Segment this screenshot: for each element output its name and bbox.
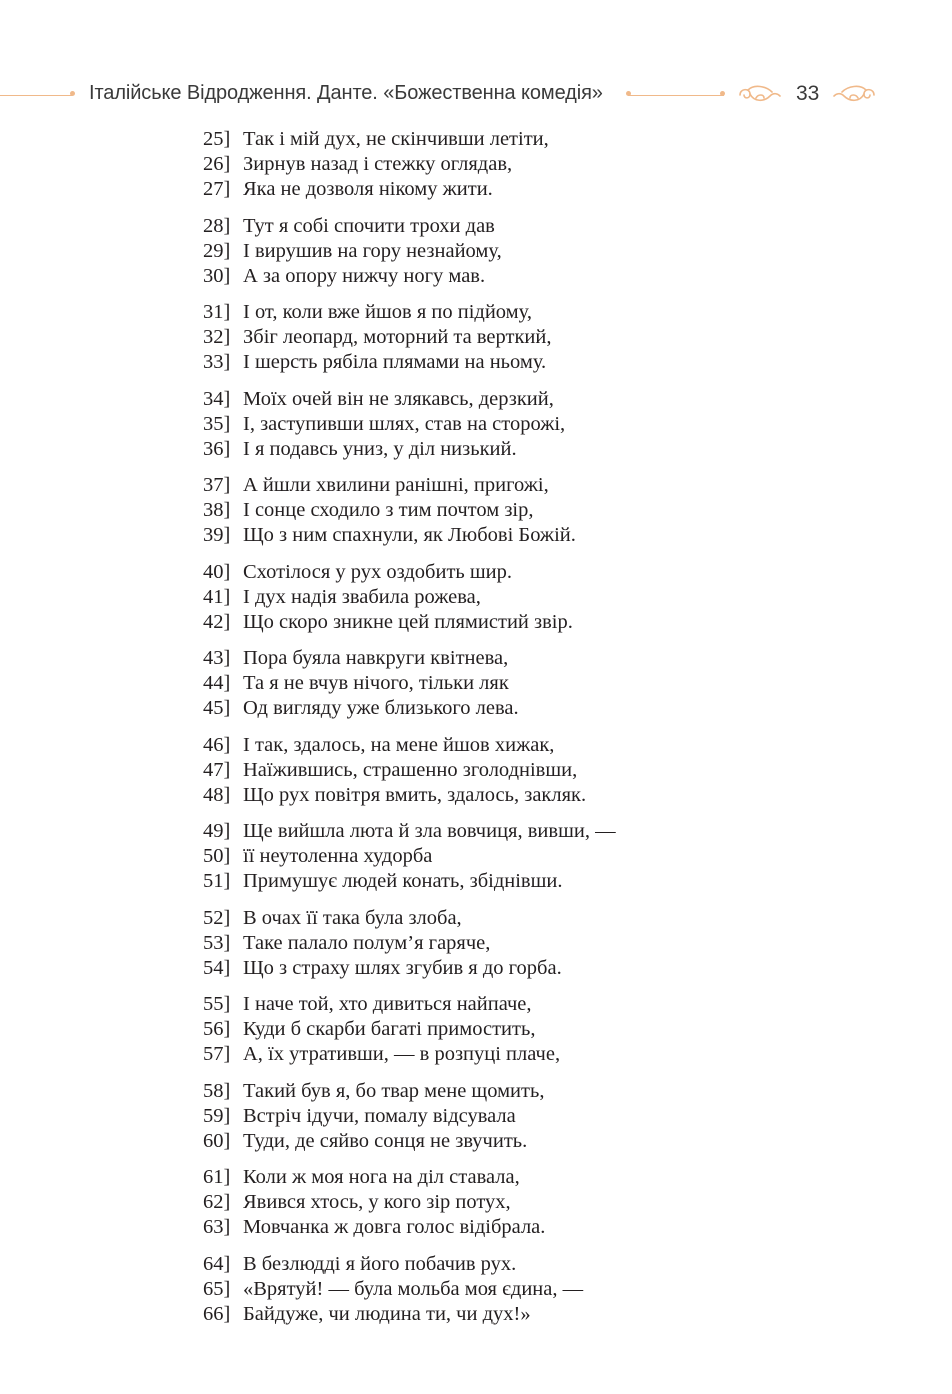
line-text: Що з ним спахнули, як Любові Божій. <box>243 524 576 546</box>
line-number: 58] <box>203 1079 231 1102</box>
line-text: І от, коли вже йшов я по підйому, <box>243 301 532 323</box>
line-number: 36] <box>203 437 231 460</box>
line-text: В безлюдді я його побачив рух. <box>243 1252 517 1275</box>
line-number: 46] <box>203 733 231 756</box>
stanza <box>203 473 803 548</box>
line-text: І сонце сходило з тим почтом зір, <box>243 499 534 521</box>
line-text: Коли ж моя нога на діл ставала, <box>243 1166 520 1188</box>
line-number: 56] <box>203 1018 231 1040</box>
stanza <box>203 906 803 981</box>
line-number: 39] <box>203 524 231 546</box>
verse-line <box>203 844 803 869</box>
line-number: 25] <box>203 128 231 150</box>
line-text: Моїх очей він не злякавсь, дерзкий, <box>243 387 554 410</box>
line-text: А йшли хвилини ранішні, пригожі, <box>243 474 549 496</box>
line-number: 47] <box>203 758 231 781</box>
line-text: І так, здалось, на мене йшов хижак, <box>243 733 555 756</box>
line-text: її неутоленна худорба <box>243 845 433 867</box>
line-text: Туди, де сяйво сонця не звучить. <box>243 1129 528 1152</box>
line-text: Яка не дозволя нікому жити. <box>243 178 493 200</box>
verse-line <box>203 239 803 264</box>
verse-line <box>203 412 803 437</box>
line-text: Тут я собі спочити трохи дав <box>243 214 495 237</box>
verse-line <box>203 585 803 610</box>
line-number: 49] <box>203 820 231 842</box>
line-text: Що скоро зникне цей плямистий звір. <box>243 610 573 633</box>
line-text: Од вигляду уже близького лева. <box>243 697 519 719</box>
line-number: 60] <box>203 1129 231 1152</box>
line-number: 41] <box>203 585 231 608</box>
verse-line <box>203 1079 803 1104</box>
verse-line <box>203 325 803 350</box>
line-text: І, заступивши шлях, став на сторожі, <box>243 412 566 435</box>
line-text: «Врятуй! — була мольба моя єдина, — <box>243 1277 584 1300</box>
verse-line <box>203 177 803 202</box>
verse-line <box>203 300 803 325</box>
verse-line <box>203 498 803 523</box>
line-text: Такий був я, бо твар мене щомить, <box>243 1079 545 1102</box>
header-rule-left <box>0 95 72 96</box>
verse-line <box>203 869 803 894</box>
line-number: 53] <box>203 931 231 954</box>
verse-line <box>203 560 803 585</box>
stanza <box>203 733 803 808</box>
verse-line <box>203 1017 803 1042</box>
verse-line <box>203 152 803 177</box>
verse-line <box>203 610 803 635</box>
line-number: 63] <box>203 1216 231 1238</box>
line-number: 37] <box>203 474 231 496</box>
verse-line <box>203 1302 803 1327</box>
line-text: Зирнув назад і стежку оглядав, <box>243 153 513 175</box>
line-text: Що рух повітря вмить, здалось, закляк. <box>243 783 587 806</box>
line-number: 48] <box>203 783 231 806</box>
stanza <box>203 127 803 202</box>
line-number: 40] <box>203 560 231 583</box>
line-number: 26] <box>203 153 231 175</box>
line-text: Схотілося у рух оздобить шир. <box>243 560 513 583</box>
line-text: Мовчанка ж довга голос відібрала. <box>243 1216 546 1238</box>
verse-line <box>203 350 803 375</box>
running-title: Італійське Відродження. Данте. «Божественна комедія» <box>89 82 603 104</box>
verse-line <box>203 1190 803 1215</box>
verse-line <box>203 819 803 844</box>
scroll-ornament-left-icon <box>736 80 782 110</box>
line-number: 30] <box>203 264 231 287</box>
line-text: І я подавсь униз, у діл низький. <box>243 437 517 460</box>
line-number: 42] <box>203 610 231 633</box>
verse-line <box>203 696 803 721</box>
line-text: А за опору нижчу ногу мав. <box>243 264 486 287</box>
stanza <box>203 387 803 462</box>
line-number: 61] <box>203 1166 231 1188</box>
stanza <box>203 214 803 289</box>
line-number: 32] <box>203 326 231 348</box>
verse-line <box>203 127 803 152</box>
verse-line <box>203 1215 803 1240</box>
line-number: 57] <box>203 1043 231 1065</box>
line-text: Що з страху шлях згубив я до горба. <box>243 956 562 979</box>
line-text: І шерсть рябіла плямами на ньому. <box>243 351 547 373</box>
verse-line <box>203 437 803 462</box>
line-number: 38] <box>203 499 231 521</box>
line-number: 62] <box>203 1191 231 1213</box>
line-text: Наїжившись, страшенно зголоднівши, <box>243 758 578 781</box>
verse-line <box>203 783 803 808</box>
line-text: Збіг леопард, моторний та верткий, <box>243 326 552 348</box>
line-text: Так і мій дух, не скінчивши летіти, <box>243 128 549 150</box>
line-number: 29] <box>203 239 231 262</box>
poem-text <box>203 127 803 1338</box>
stanza <box>203 992 803 1067</box>
stanza <box>203 1252 803 1327</box>
line-text: Явився хтось, у кого зір потух, <box>243 1191 511 1213</box>
stanza <box>203 1079 803 1154</box>
verse-line <box>203 1042 803 1067</box>
line-number: 45] <box>203 697 231 719</box>
line-text: Куди б скарби багаті примостить, <box>243 1018 536 1040</box>
line-number: 27] <box>203 178 231 200</box>
verse-line <box>203 523 803 548</box>
line-text: Встріч ідучи, помалу відсувала <box>243 1104 516 1127</box>
line-number: 35] <box>203 412 231 435</box>
verse-line <box>203 264 803 289</box>
verse-line <box>203 214 803 239</box>
line-text: Та я не вчув нічого, тільки ляк <box>243 672 509 694</box>
line-number: 34] <box>203 387 231 410</box>
verse-line <box>203 387 803 412</box>
verse-line <box>203 1165 803 1190</box>
line-number: 51] <box>203 870 231 892</box>
verse-line <box>203 1252 803 1277</box>
line-number: 31] <box>203 301 231 323</box>
page-number: 33 <box>796 82 820 105</box>
line-number: 64] <box>203 1252 231 1275</box>
line-text: А, їх утративши, — в розпуці плаче, <box>243 1043 561 1065</box>
line-text: В очах її така була злоба, <box>243 906 462 929</box>
line-number: 43] <box>203 647 231 669</box>
verse-line <box>203 473 803 498</box>
line-number: 52] <box>203 906 231 929</box>
verse-line <box>203 906 803 931</box>
line-number: 33] <box>203 351 231 373</box>
verse-line <box>203 931 803 956</box>
verse-line <box>203 1129 803 1154</box>
stanza <box>203 560 803 635</box>
line-text: Байдуже, чи людина ти, чи дух!» <box>243 1302 531 1325</box>
stanza <box>203 1165 803 1240</box>
verse-line <box>203 758 803 783</box>
verse-line <box>203 992 803 1017</box>
line-text: Пора буяла навкруги квітнева, <box>243 647 509 669</box>
running-header <box>0 74 952 118</box>
verse-line <box>203 1104 803 1129</box>
line-text: І дух надія звабила рожева, <box>243 585 481 608</box>
stanza <box>203 819 803 894</box>
header-rule-middle <box>628 95 724 96</box>
stanza <box>203 646 803 721</box>
line-number: 55] <box>203 993 231 1015</box>
line-text: І вирушив на гору незнайому, <box>243 239 502 262</box>
line-number: 44] <box>203 672 231 694</box>
verse-line <box>203 646 803 671</box>
line-number: 59] <box>203 1104 231 1127</box>
scroll-ornament-right-icon <box>832 80 878 110</box>
line-number: 50] <box>203 845 231 867</box>
line-text: Таке палало полум’я гаряче, <box>243 931 491 954</box>
verse-line <box>203 1277 803 1302</box>
line-number: 28] <box>203 214 231 237</box>
verse-line <box>203 733 803 758</box>
header-dot-middle-end <box>720 91 725 96</box>
verse-line <box>203 671 803 696</box>
header-dot-middle-start <box>626 91 631 96</box>
line-number: 66] <box>203 1302 231 1325</box>
verse-line <box>203 956 803 981</box>
line-text: Примушує людей конать, збіднівши. <box>243 870 563 892</box>
line-text: Ще вийшла люта й зла вовчиця, вивши, — <box>243 820 616 842</box>
line-text: І наче той, хто дивиться найпаче, <box>243 993 532 1015</box>
stanza <box>203 300 803 375</box>
header-dot-left <box>70 91 75 96</box>
line-number: 65] <box>203 1277 231 1300</box>
line-number: 54] <box>203 956 231 979</box>
